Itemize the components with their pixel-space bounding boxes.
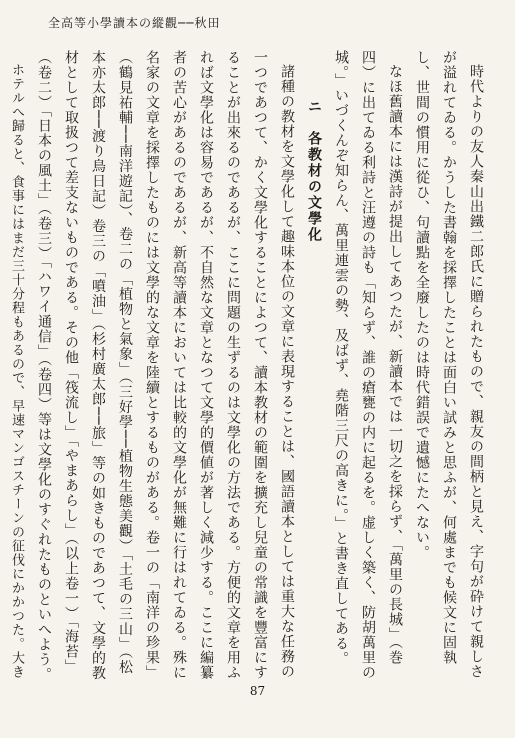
page-number: 87 <box>249 684 266 698</box>
paragraph-letter-comment: 時代よりの友人秦山出鐵二郎氏に贈られたもので、親友の間柄と見え、字句が砕けて親しさが溢れてゐる。かうした書翰を採擇したことは面白い試みと思ふが、何處までも候文に固執し、世間の慣用に從ひ、句讀點を全廢したのは時代錯誤で遺憾にたへない。 <box>414 50 484 679</box>
page-header <box>48 14 467 31</box>
paragraph-quoted-excerpt: ホテルへ歸ると、食事にはまだ三十分程もあるので、早速マンゴスチーンの征伐にかかつた。大き <box>9 63 24 679</box>
paragraph-literarization: 諸種の教材を文學化して趣味本位の文章に表現することは、國語讀本としては重大な任務の一つであつて、かく文學化することによつて、讀本教材の範圍を擴充し兒童の常識を豐富にすることが出來るのであるが、ここに問題の生ずるのは文學化の方法である。方便的文章を用ふれば文學化は容易であるが、不自然な文章となつて文學的價値が著しく減少する。ここに編纂者の苦心があるのであるが、新高等讀本においては比較的文學化が無難に行はれてゐる。殊に名家の文章を採擇したものには文學的な文章を陸續とするものがある。卷一の「南洋の珍果」（鶴見祐輔──南洋遊記）、卷二の「植物と氣象」（三好學──植物生態美觀）「土毛の三山」（松本亦太郎──渡り鳥日記）卷三の「噴油」（杉村廣太郎──旅」等の如きものであつて、文學的教材として取扱つて差支ないものである。その他「筏流し」「やまあらし」（以上卷一）「海苔」（卷二）「日本の風土」（卷三）「ハワイ通信」（卷四）等は文學化のすぐれたものといへよう。 <box>36 50 295 682</box>
running-title: 全高等小學讀本の縱觀──秋田 <box>48 16 221 30</box>
section-heading: ニ 各教材の文學化 <box>306 99 322 243</box>
vertical-text-body <box>9 50 489 686</box>
paragraph-kanshi-note: なほ舊讀本には漢詩が提出してあつたが、新讀本では一切之を採らず、「萬里の長城」（巻四）に出てゐる利詩と汪遵の詩も「知らず、誰の瘡甕の内に起るを。虚しく築く、防胡萬里の城。」いづくんぞ知らん、萬里連雲の勢、及ばず、堯階三尺の高きに。」と書き直してある。 <box>333 50 403 680</box>
